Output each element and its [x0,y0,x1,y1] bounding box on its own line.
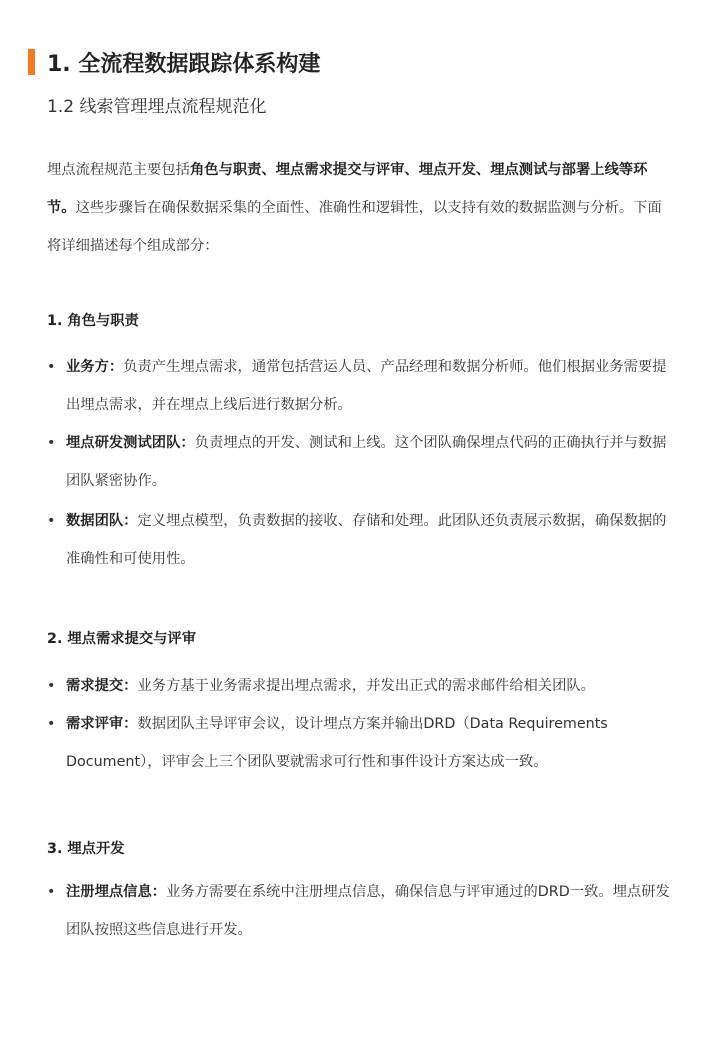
intro-bold: 角色与职责、埋点需求提交与评审、埋点开发、埋点测试与部署上线等环节。 [47,162,648,216]
page-subtitle: 1.2 线索管理埋点流程规范化 [47,97,267,117]
section-heading-requirements: 2. 埋点需求提交与评审 [47,631,197,647]
bullet-icon: • [47,884,56,900]
intro-rest: 这些步骤旨在确保数据采集的全面性、准确性和逻辑性，以支持有效的数据监测与分析。下面将详细描述每个组成部分： [47,200,662,254]
list-item [47,502,672,578]
bullet-term: 埋点研发测试团队： [66,435,195,451]
list-item [47,873,672,949]
bullet-text: 负责埋点的开发、测试和上线。这个团队确保埋点代码的正确执行并与数据团队紧密协作。 [66,435,667,489]
title-accent-bar [28,49,35,75]
list-item [47,667,672,705]
bullet-term: 需求提交： [66,678,138,694]
bullet-text: 业务方基于业务需求提出埋点需求，并发出正式的需求邮件给相关团队。 [137,678,595,694]
bullet-text: 定义埋点模型，负责数据的接收、存储和处理。此团队还负责展示数据，确保数据的准确性和可使用性。 [66,513,667,567]
intro-lead: 埋点流程规范主要包括 [47,162,190,178]
bullet-term: 注册埋点信息： [66,884,167,900]
bullet-icon: • [47,435,56,451]
page-title: 1. 全流程数据跟踪体系构建 [47,51,321,77]
bullet-icon: • [47,513,56,529]
list-item [47,348,672,424]
intro-paragraph [47,151,672,265]
bullet-term: 需求评审： [66,716,138,732]
list-item [47,705,672,781]
bullet-term: 数据团队： [66,513,138,529]
bullet-term: 业务方： [66,359,124,375]
list-item [47,424,672,500]
title-row [28,44,320,80]
bullet-icon: • [47,678,56,694]
bullet-text: 负责产生埋点需求，通常包括营运人员、产品经理和数据分析师。他们根据业务需要提出埋点需求，并在埋点上线后进行数据分析。 [66,359,667,413]
bullet-icon: • [47,716,56,732]
bullet-text: 数据团队主导评审会议，设计埋点方案并输出DRD（Data Requirements Document），评审会上三个团队要就需求可行性和事件设计方案达成一致。 [66,716,608,770]
section-heading-development: 3. 埋点开发 [47,841,125,857]
bullet-icon: • [47,359,56,375]
bullet-text: 业务方需要在系统中注册埋点信息，确保信息与评审通过的DRD一致。埋点研发团队按照这些信息进行开发。 [66,884,670,938]
section-heading-roles: 1. 角色与职责 [47,313,139,329]
